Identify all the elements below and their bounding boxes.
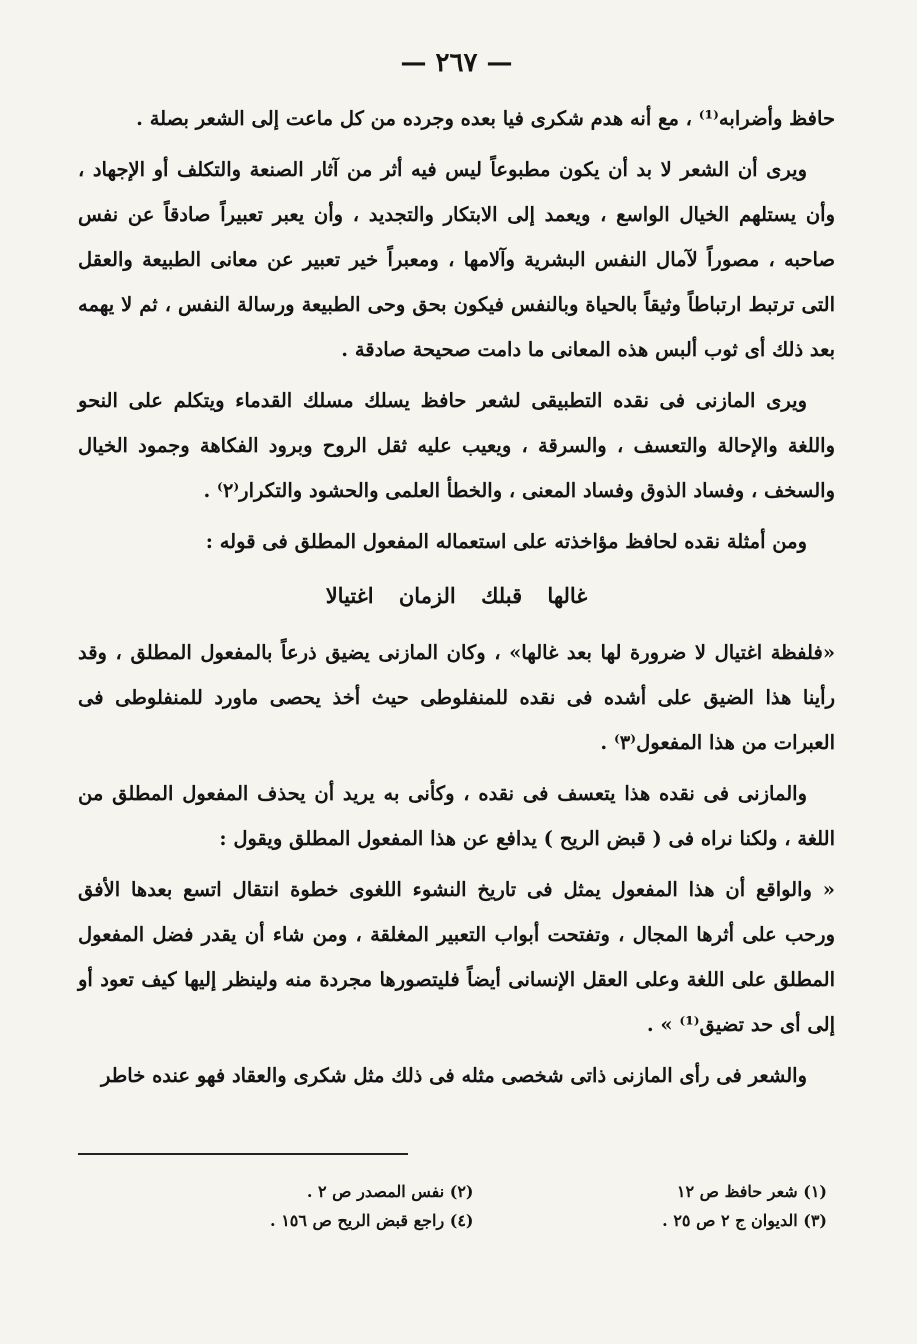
footnotes — [160, 1182, 827, 1230]
paragraph-2: ويرى أن الشعر لا بد أن يكون مطبوعاً ليس فيه أثر من آثار الصنعة والتكلف أو الإجهاد ، وأن يستلهم الخيال الواسع ، ويعمد إلى الابتكار والتجديد ، وأن يعبر تعبيراً صادقاً عن نفس صاحبه ، مصوراً لآمال النفس البشرية وآلامها ، ومعبراً خير تعبير عن معانى الطبيعة والعقل التى ترتبط ارتباطاً وثيقاً بالحياة وبالنفس فيكون بحق وحى الطبيعة ورسالة النفس ، ثم لا يهمه بعد ذلك أى ثوب ألبس هذه المعانى ما دامت صحيحة صادقة . — [78, 158, 835, 361]
poetry-verse: غالها قبلك الزمان اغتيالا — [325, 583, 588, 608]
quote-paragraph: « والواقع أن هذا المفعول يمثل فى تاريخ النشوء اللغوى خطوة انتقال اتسع بعدها الأفق ورحب على أثرها المجال ، وتفتحت أبواب التعبير المغلقة ، ومن شاء أن يقدر فضل المفعول المطلق على اللغة وعلى العقل الإنسانى أيضاً فليتصورها مجردة منه ولينظر إليها كيف تعود أو إلى أى حد تضيق⁽¹⁾ » . — [78, 878, 835, 1036]
footnote-2: (٢) نفس المصدر ص ٢ . — [306, 1182, 474, 1201]
paragraph-1: حافظ وأضرابه⁽¹⁾ ، مع أنه هدم شكرى فيا بعده وجرده من كل ماعت إلى الشعر بصلة . — [136, 107, 835, 130]
page-number: — ٢٦٧ — — [400, 48, 513, 78]
footnote-4: (٤) راجع قبض الريح ص ١٥٦ . — [270, 1211, 474, 1230]
paragraph-7: والشعر فى رأى المازنى ذاتى شخصى مثله فى ذلك مثل شكرى والعقاد فهو عنده خاطر — [101, 1064, 807, 1087]
paragraph-5: «فلفظة اغتيال لا ضرورة لها بعد غالها» ، وكان المازنى يضيق ذرعاً بالمفعول المطلق ، وقد رأينا هذا الضيق على أشده فى نقده للمنفلوطى حيث أخذ يحصى ماورد للمنفلوطى فى العبرات من هذا المفعول⁽٣⁾ . — [78, 641, 835, 754]
footnote-3: (٣) الديوان ج ٢ ص ٢٥ . — [662, 1211, 827, 1230]
paragraph-6: والمازنى فى نقده هذا يتعسف فى نقده ، وكأنى به يريد أن يحذف المفعول المطلق من اللغة ، ولكنا نراه فى ( قبض الريح ) يدافع عن هذا المفعول المطلق ويقول : — [78, 782, 835, 850]
footnote-1: (١) شعر حافظ ص ١٢ — [676, 1182, 827, 1201]
footnote-divider — [78, 1153, 408, 1155]
paragraph-4: ومن أمثلة نقده لحافظ مؤاخذته على استعماله المفعول المطلق فى قوله : — [205, 530, 807, 553]
paragraph-3: ويرى المازنى فى نقده التطبيقى لشعر حافظ يسلك مسلك القدماء ويتكلم على النحو واللغة والإحالة والتعسف ، والسرقة ، ويعيب عليه ثقل الروح وبرود الفكاهة وجمود الخيال والسخف ، وفساد الذوق وفساد المعنى ، والخطأ العلمى والحشود والتكرار⁽٢⁾ . — [78, 389, 835, 502]
